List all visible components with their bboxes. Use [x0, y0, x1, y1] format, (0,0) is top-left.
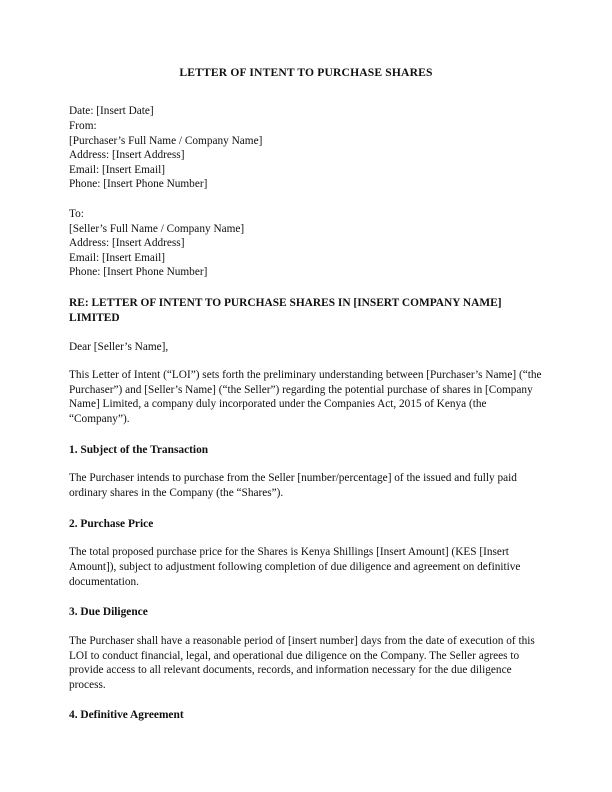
purchaser-phone-line: Phone: [Insert Phone Number]	[69, 178, 208, 191]
seller-name-line: [Seller’s Full Name / Company Name]	[69, 222, 245, 235]
document-body	[69, 0, 543, 723]
spacer	[69, 457, 543, 471]
section-heading-4: 4. Definitive Agreement	[69, 709, 184, 722]
seller-phone-line: Phone: [Insert Phone Number]	[69, 266, 208, 279]
section-body-1: The Purchaser intends to purchase from the Seller [number/percentage] of the issued and fully paid ordinary shares in the Company (the “Shares”).	[69, 472, 517, 499]
spacer	[69, 192, 543, 207]
spacer	[69, 620, 543, 634]
salutation: Dear [Seller’s Name],	[69, 340, 169, 353]
subject-line: RE: LETTER OF INTENT TO PURCHASE SHARES IN [INSERT COMPANY NAME] LIMITED	[69, 297, 502, 324]
spacer	[69, 589, 543, 605]
purchaser-name-line: [Purchaser’s Full Name / Company Name]	[69, 134, 263, 147]
purchaser-email-line: Email: [Insert Email]	[69, 163, 165, 176]
spacer	[69, 326, 543, 340]
section-heading-2: 2. Purchase Price	[69, 517, 154, 530]
spacer	[69, 692, 543, 708]
section-heading-1: 1. Subject of the Transaction	[69, 443, 209, 456]
from-label: From:	[69, 120, 97, 133]
purchaser-address-line: Address: [Insert Address]	[69, 149, 185, 162]
spacer	[69, 354, 543, 368]
spacer	[69, 80, 543, 104]
spacer	[69, 280, 543, 296]
spacer	[69, 531, 543, 545]
section-heading-3: 3. Due Diligence	[69, 606, 148, 619]
section-body-3: The Purchaser shall have a reasonable period of [insert number] days from the date of execution of this LOI to conduct financial, legal, and operational due diligence on the Company. The Seller agrees to provide access to all relevant documents, records, and information necessary for the due diligence process.	[69, 634, 535, 691]
spacer	[69, 501, 543, 517]
seller-email-line: Email: [Insert Email]	[69, 251, 165, 264]
recipient-address-block	[69, 207, 543, 280]
intro-paragraph: This Letter of Intent (“LOI”) sets forth the preliminary understanding between [Purchaser’s Name] (“the Purchaser”) and [Seller’s Name] (“the Seller”) regarding the potential purchase of shares in [Company Name] Limited, a company duly incorporated under the Companies Act, 2015 of Kenya (the “Company”).	[69, 369, 542, 425]
to-label: To:	[69, 208, 84, 221]
section-body-2: The total proposed purchase price for the Shares is Kenya Shillings [Insert Amount] (KES [Insert Amount]), subject to adjustment following completion of due diligence and agreement on definitive documentation.	[69, 546, 521, 588]
spacer	[69, 427, 543, 443]
sender-address-block	[69, 104, 543, 192]
date-line: Date: [Insert Date]	[69, 105, 154, 118]
page-title: LETTER OF INTENT TO PURCHASE SHARES	[179, 66, 433, 79]
seller-address-line: Address: [Insert Address]	[69, 237, 185, 250]
